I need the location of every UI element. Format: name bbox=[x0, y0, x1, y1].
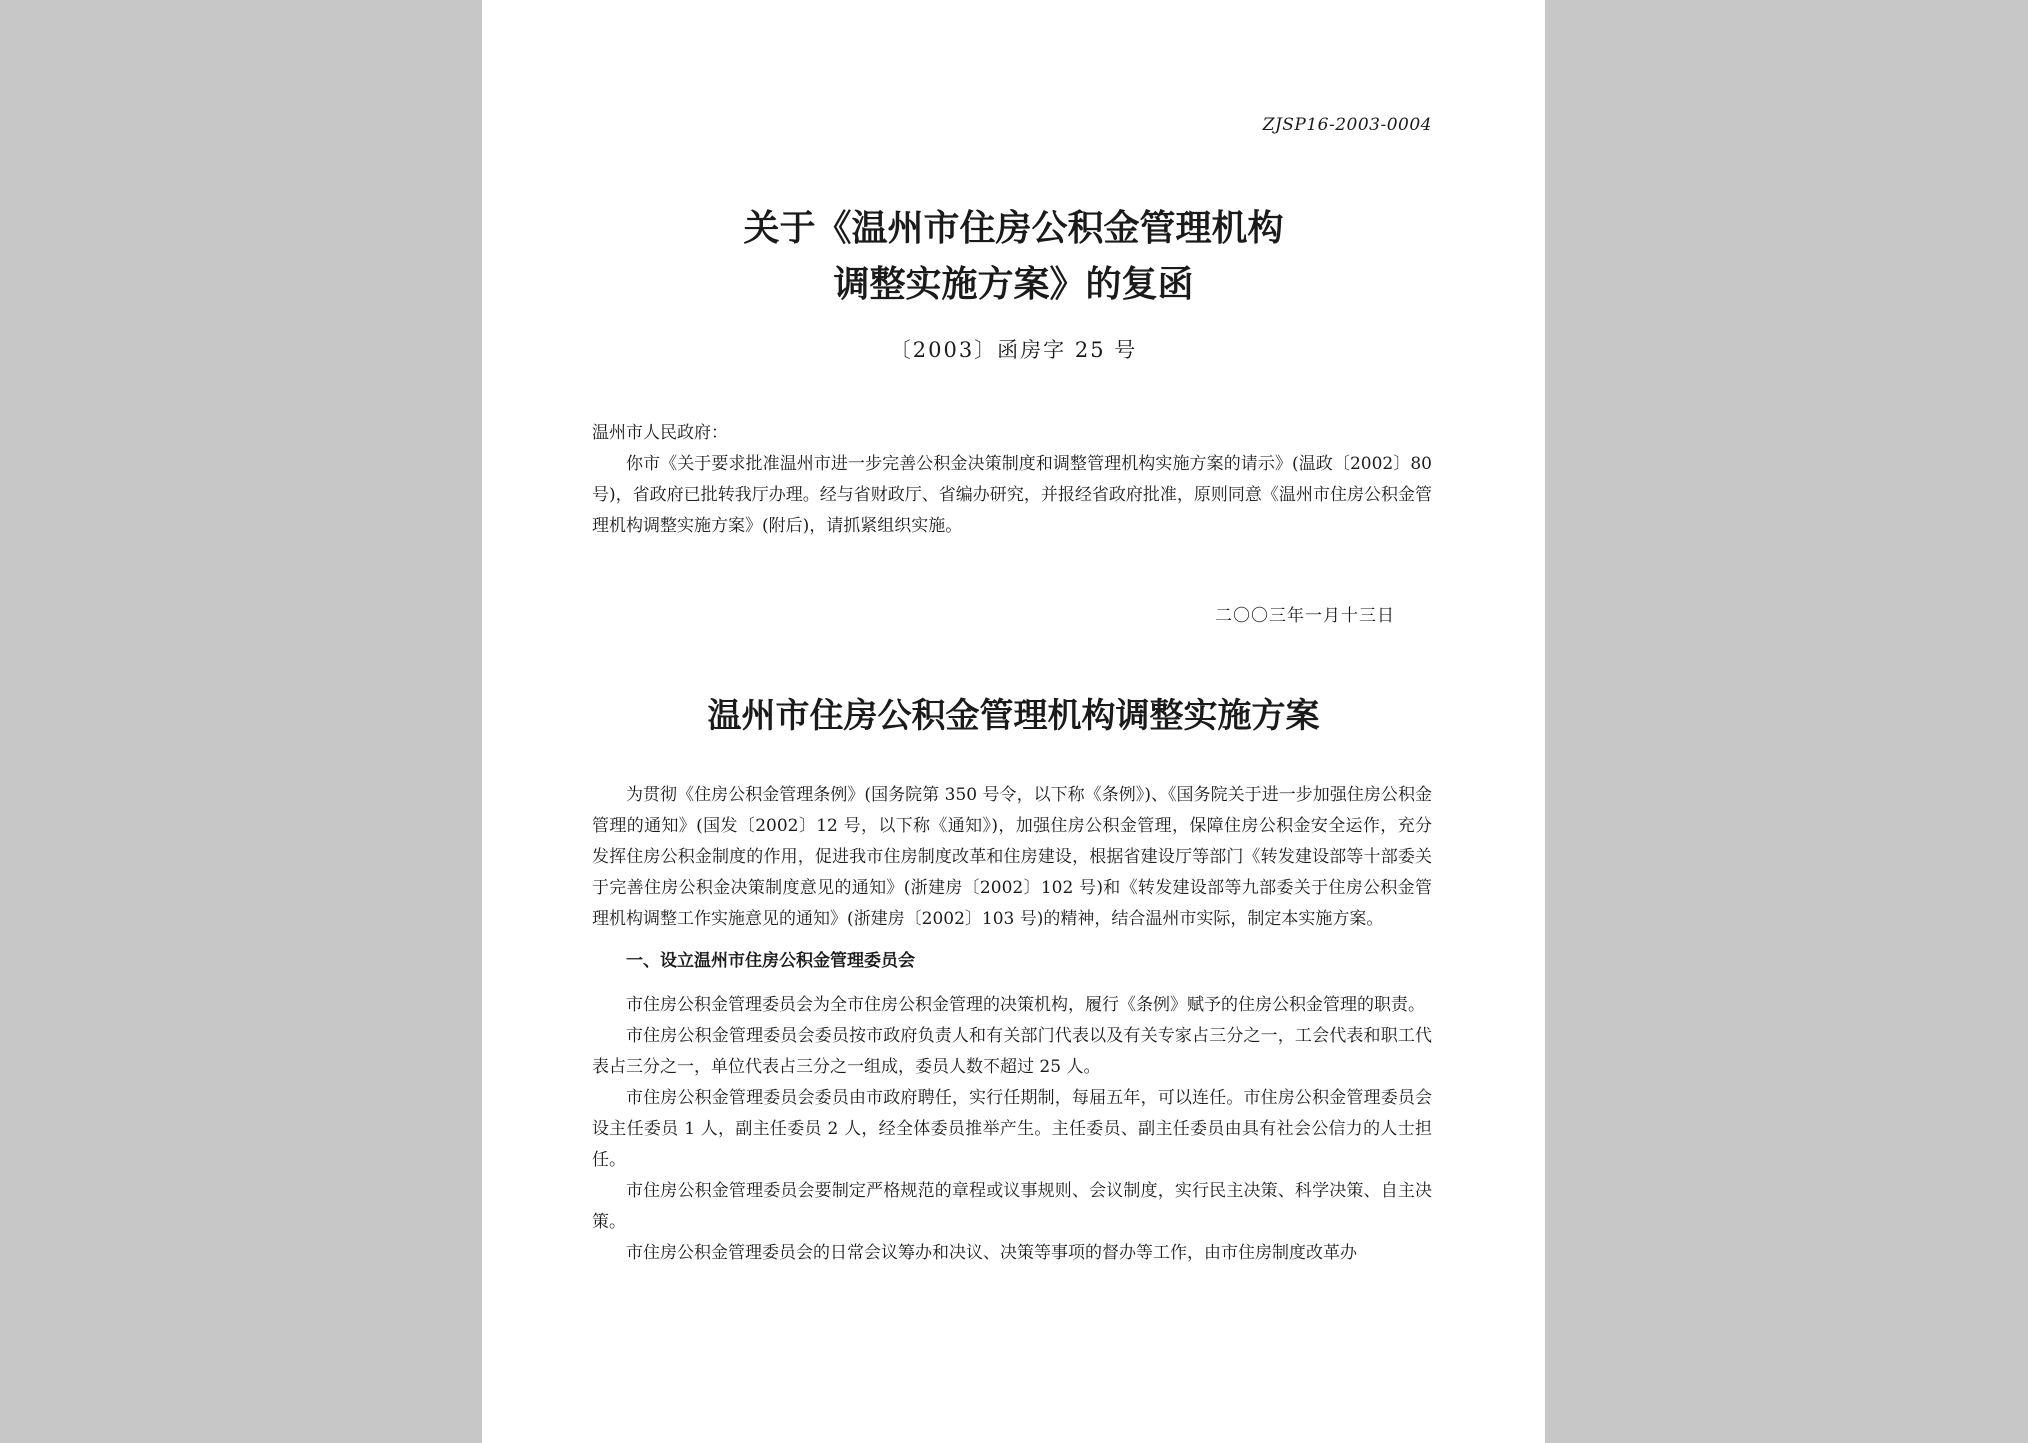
document-number: 〔2003〕函房字 25 号 bbox=[889, 338, 1138, 362]
plan-body bbox=[592, 780, 1432, 1269]
document-page bbox=[482, 0, 1545, 1443]
document-code: ZJSP16-2003-0004 bbox=[1262, 115, 1432, 135]
plan-intro-paragraph: 为贯彻《住房公积金管理条例》(国务院第 350 号令，以下称《条例》)、《国务院关于进一步加强住房公积金管理的通知》(国发〔2002〕12 号，以下称《通知》)，加强住房公积金管理，保障住房公积金安全运作，充分发挥住房公积金制度的作用，促进我市住房制度改革和住房建设，根据省建设厅等部门《转发建设部等十部委关于完善住房公积金决策制度意见的通知》(浙建房〔2002〕102 号)和《转发建设部等九部委关于住房公积金管理机构调整工作实施意见的通知》(浙建房〔2002〕103 号)的精神，结合温州市实际，制定本实施方案。 bbox=[592, 785, 1432, 929]
plan-paragraph: 市住房公积金管理委员会要制定严格规范的章程或议事规则、会议制度，实行民主决策、科学决策、自主决策。 bbox=[592, 1181, 1432, 1232]
letter-body bbox=[592, 418, 1432, 542]
letter-title bbox=[482, 200, 1545, 312]
section-heading: 一、设立温州市住房公积金管理委员会 bbox=[626, 951, 915, 971]
letter-paragraph: 你市《关于要求批准温州市进一步完善公积金决策制度和调整管理机构实施方案的请示》(温政〔2002〕80 号)，省政府已批转我厅办理。经与省财政厅、省编办研究，并报经省政府批准，原则同意《温州市住房公积金管理机构调整实施方案》(附后)，请抓紧组织实施。 bbox=[592, 454, 1432, 536]
plan-paragraph: 市住房公积金管理委员会为全市住房公积金管理的决策机构，履行《条例》赋予的住房公积金管理的职责。 bbox=[626, 995, 1425, 1015]
letter-title-line2: 调整实施方案》的复函 bbox=[833, 263, 1194, 305]
plan-paragraph: 市住房公积金管理委员会委员按市政府负责人和有关部门代表以及有关专家占三分之一，工会代表和职工代表占三分之一，单位代表占三分之一组成，委员人数不超过 25 人。 bbox=[592, 1026, 1432, 1077]
plan-paragraph: 市住房公积金管理委员会委员由市政府聘任，实行任期制，每届五年，可以连任。市住房公积金管理委员会设主任委员 1 人，副主任委员 2 人，经全体委员推举产生。主任委员、副主任委员由具有社会公信力的人士担任。 bbox=[592, 1088, 1432, 1170]
plan-title: 温州市住房公积金管理机构调整实施方案 bbox=[707, 696, 1320, 736]
letter-title-line1: 关于《温州市住房公积金管理机构 bbox=[743, 207, 1284, 249]
plan-paragraph: 市住房公积金管理委员会的日常会议筹办和决议、决策等事项的督办等工作，由市住房制度改革办 bbox=[626, 1243, 1357, 1263]
letter-addressee: 温州市人民政府： bbox=[592, 423, 728, 443]
letter-date: 二〇〇三年一月十三日 bbox=[1215, 606, 1395, 626]
